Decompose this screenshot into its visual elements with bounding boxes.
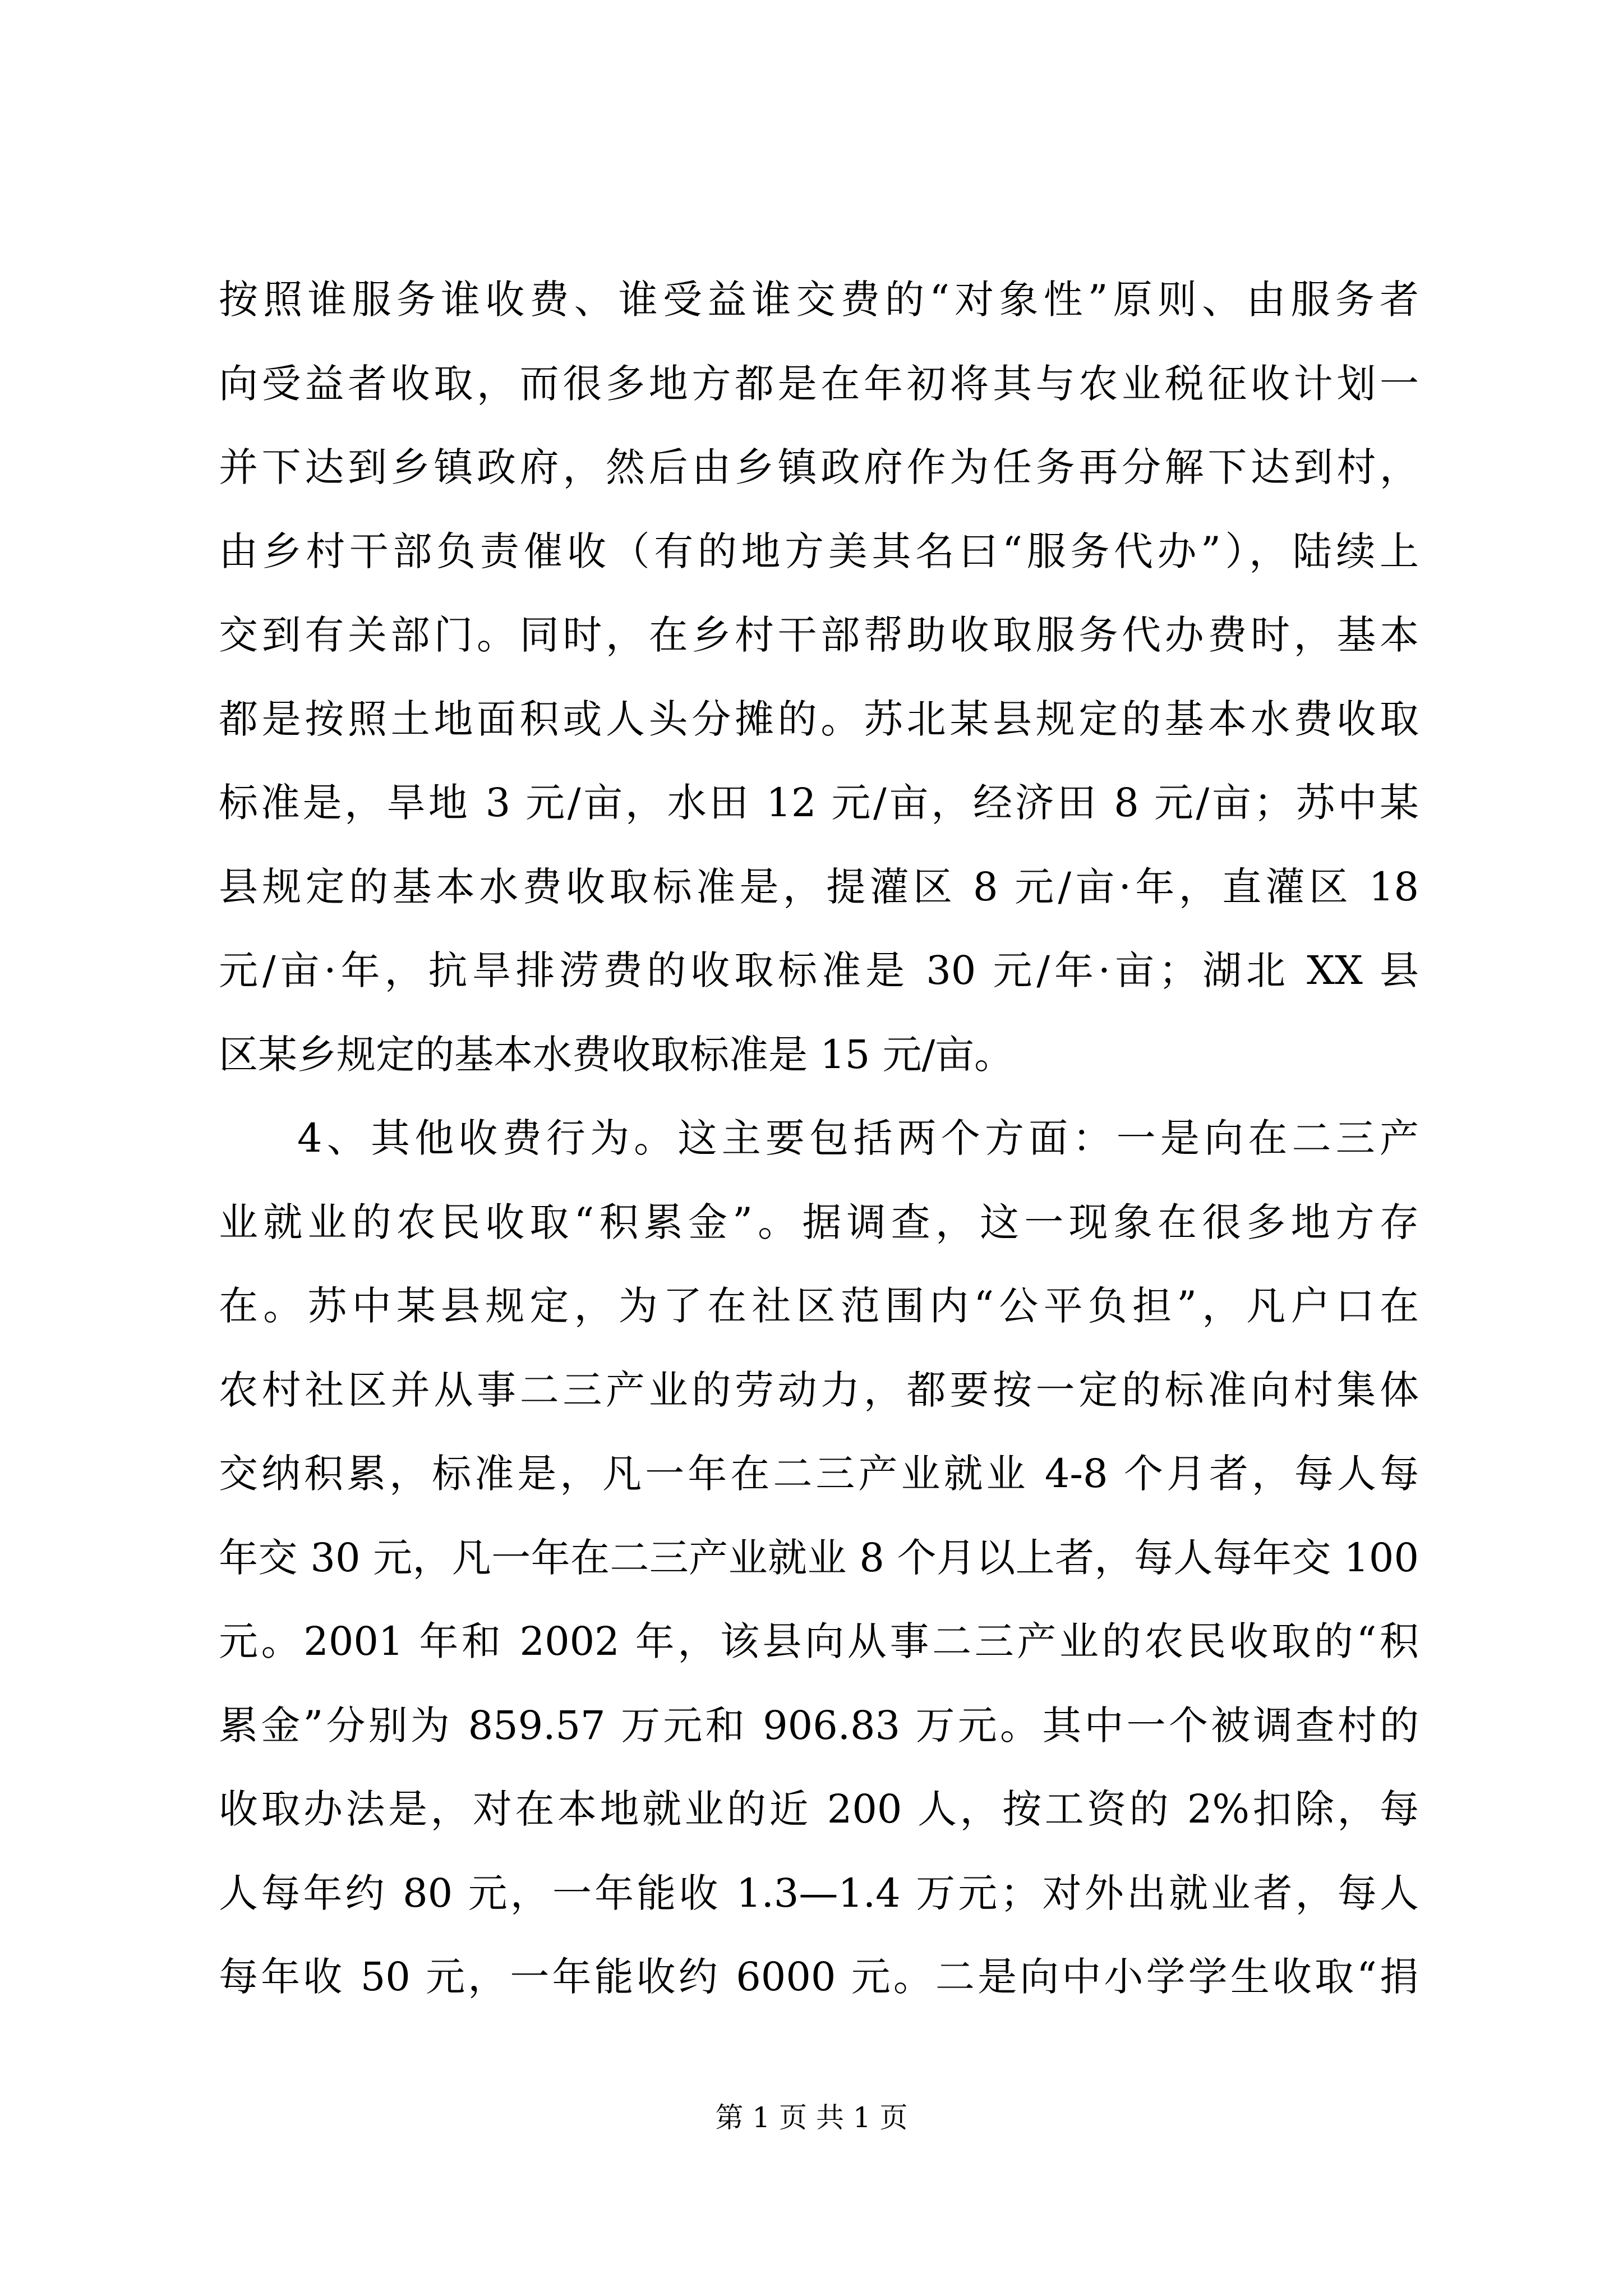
text-line: 由乡村干部负责催收（有的地方美其名曰“服务代办”），陆续上 — [219, 528, 1419, 574]
text-line: 交纳积累，标准是，凡一年在二三产业就业 4-8 个月者，每人每 — [219, 1451, 1419, 1497]
page-footer: 第 1 页 共 1 页 — [715, 2101, 908, 2134]
text-line: 累金”分别为 859.57 万元和 906.83 万元。其中一个被调查村的 — [219, 1702, 1419, 1749]
text-line: 农村社区并从事二三产业的劳动力，都要按一定的标准向村集体 — [219, 1366, 1419, 1413]
text-line: 年交 30 元，凡一年在二三产业就业 8 个月以上者，每人每年交 100 — [219, 1534, 1419, 1581]
text-line: 并下达到乡镇政府，然后由乡镇政府作为任务再分解下达到村， — [219, 444, 1419, 490]
text-line: 交到有关部门。同时，在乡村干部帮助收取服务代办费时，基本 — [219, 612, 1419, 658]
text-line: 业就业的农民收取“积累金”。据调查，这一现象在很多地方存 — [219, 1199, 1419, 1245]
text-line: 向受益者收取，而很多地方都是在年初将其与农业税征收计划一 — [219, 360, 1419, 407]
text-line: 县规定的基本水费收取标准是，提灌区 8 元/亩·年，直灌区 18 — [219, 863, 1419, 910]
text-line: 都是按照土地面积或人头分摊的。苏北某县规定的基本水费收取 — [219, 696, 1419, 742]
text-line: 4、其他收费行为。这主要包括两个方面：一是向在二三产 — [297, 1115, 1419, 1161]
text-line: 元/亩·年，抗旱排涝费的收取标准是 30 元/年·亩；湖北 XX 县 — [219, 947, 1419, 993]
text-line: 区某乡规定的基本水费收取标准是 15 元/亩。 — [219, 1031, 1014, 1078]
text-line: 人每年约 80 元，一年能收 1.3—1.4 万元；对外出就业者，每人 — [219, 1870, 1419, 1916]
body-text — [219, 258, 1419, 2019]
text-line: 按照谁服务谁收费、谁受益谁交费的“对象性”原则、由服务者 — [219, 277, 1419, 323]
text-line: 每年收 50 元，一年能收约 6000 元。二是向中小学学生收取“捐 — [219, 1954, 1419, 2000]
text-line: 在。苏中某县规定，为了在社区范围内“公平负担”，凡户口在 — [219, 1283, 1419, 1329]
text-line: 元。2001 年和 2002 年，该县向从事二三产业的农民收取的“积 — [219, 1618, 1419, 1664]
text-line: 标准是，旱地 3 元/亩，水田 12 元/亩，经济田 8 元/亩；苏中某 — [219, 780, 1419, 826]
text-line: 收取办法是，对在本地就业的近 200 人，按工资的 2%扣除，每 — [219, 1786, 1419, 1832]
